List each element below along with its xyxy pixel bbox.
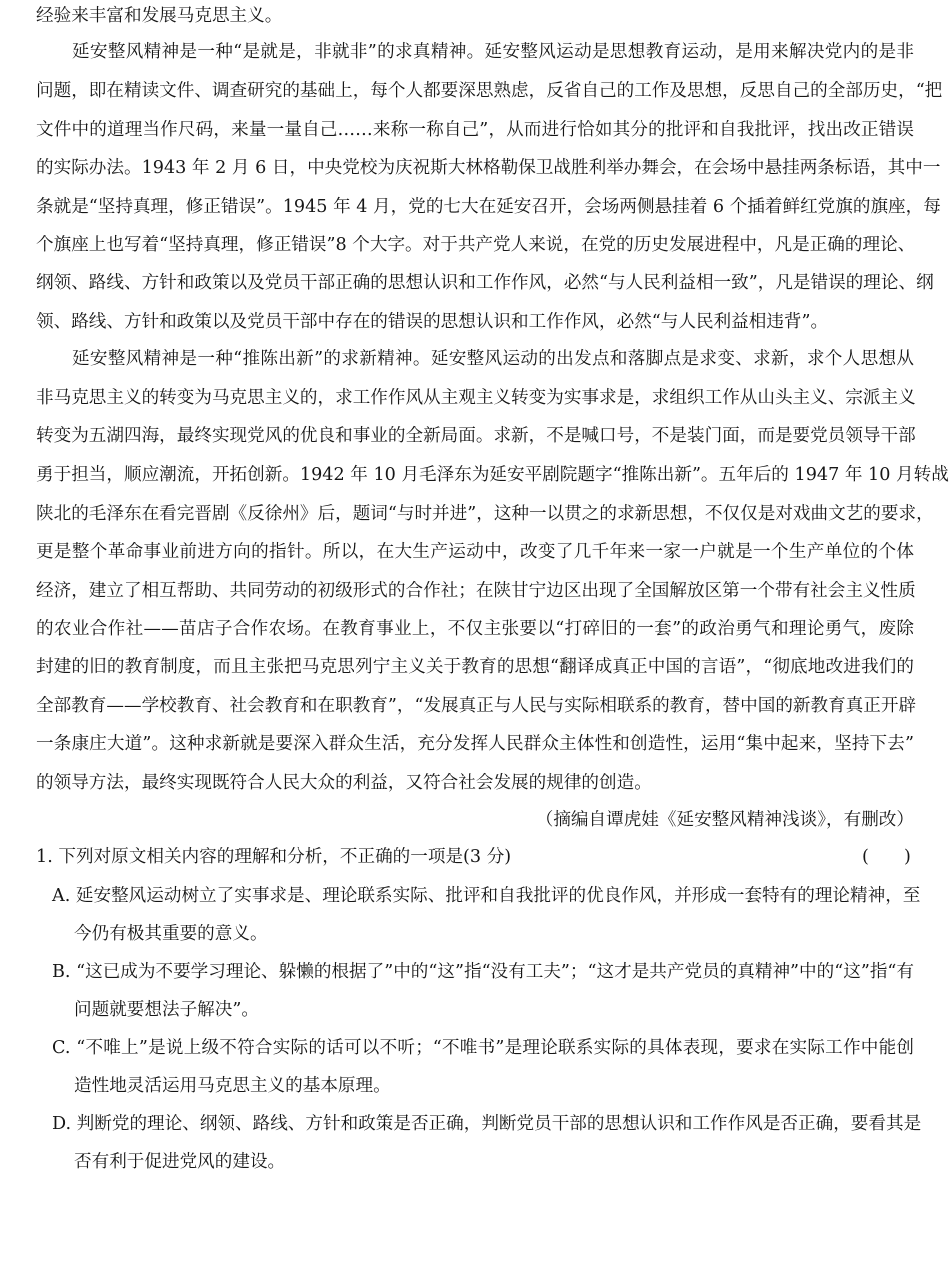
text-line: 个旗座上也写着“坚持真理，修正错误”8 个大字。对于共产党人来说，在党的历史发展进程中，凡是正确的理论、 xyxy=(36,235,916,255)
text-line: 条就是“坚持真理，修正错误”。1945 年 4 月，党的七大在延安召开，会场两侧悬挂着 6 个插着鲜红党旗的旗座，每 xyxy=(36,197,941,217)
text-line: 经验来丰富和发展马克思主义。 xyxy=(36,6,283,26)
option-text: A. 延安整风运动树立了实事求是、理论联系实际、批评和自我批评的优良作风，并形成一套特有的理论精神，至 xyxy=(52,886,921,906)
text-line: 勇于担当，顺应潮流，开拓创新。1942 年 10 月毛泽东为延安平剧院题字“推陈出新”。五年后的 1947 年 10 月转战 xyxy=(36,465,949,485)
option-text: C. “不唯上”是说上级不符合实际的话可以不听；“不唯书”是理论联系实际的具体表现，要求在实际工作中能创 xyxy=(52,1038,914,1058)
question-1-answer-bracket[interactable]: ( ) xyxy=(862,847,911,867)
text-line: 纲领、路线、方针和政策以及党员干部正确的思想认识和工作作风，必然“与人民利益相一致”，凡是错误的理论、纲 xyxy=(36,273,934,293)
text-line: 陕北的毛泽东在看完晋剧《反徐州》后，题词“与时并进”，这种一以贯之的求新思想，不仅仅是对戏曲文艺的要求， xyxy=(36,504,934,524)
option-text: 否有利于促进党风的建设。 xyxy=(74,1152,286,1172)
text-line: 经济，建立了相互帮助、共同劳动的初级形式的合作社；在陕甘宁边区出现了全国解放区第一个带有社会主义性质 xyxy=(36,581,916,601)
text-line: 的农业合作社——苗店子合作农场。在教育事业上，不仅主张要以“打碎旧的一套”的政治勇气和理论勇气，废除 xyxy=(36,619,914,639)
option-text: 问题就要想法子解决”。 xyxy=(74,1000,259,1020)
text-line: 问题，即在精读文件、调查研究的基础上，每个人都要深思熟虑，反省自己的工作及思想，反思自己的全部历史，“把 xyxy=(36,81,943,101)
text-line: 延安整风精神是一种“是就是，非就非”的求真精神。延安整风运动是思想教育运动，是用来解决党内的是非 xyxy=(72,42,914,62)
text-line: 更是整个革命事业前进方向的指针。所以，在大生产运动中，改变了几千年来一家一户就是一个生产单位的个体 xyxy=(36,542,914,562)
question-1-stem: 1. 下列对原文相关内容的理解和分析，不正确的一项是(3 分) xyxy=(36,847,512,867)
text-line: 的领导方法，最终实现既符合人民大众的利益，又符合社会发展的规律的创造。 xyxy=(36,773,652,793)
option-text: 造性地灵活运用马克思主义的基本原理。 xyxy=(74,1076,391,1096)
source-citation: （摘编自谭虎娃《延安整风精神浅谈》，有删改） xyxy=(535,810,914,830)
text-line: 一条康庄大道”。这种求新就是要深入群众生活，充分发挥人民群众主体性和创造性，运用“集中起来，坚持下去” xyxy=(36,734,914,754)
option-text: B. “这已成为不要学习理论、躲懒的根据了”中的“这”指“没有工夫”；“这才是共产党员的真精神”中的“这”指“有 xyxy=(52,962,914,982)
text-line: 文件中的道理当作尺码，来量一量自己……来称一称自己”，从而进行恰如其分的批评和自我批评，找出改正错误 xyxy=(36,120,914,140)
option-text: D. 判断党的理论、纲领、路线、方针和政策是否正确，判断党员干部的思想认识和工作作风是否正确，要看其是 xyxy=(52,1114,922,1134)
text-line: 的实际办法。1943 年 2 月 6 日，中央党校为庆祝斯大林格勒保卫战胜利举办舞会，在会场中悬挂两条标语，其中一 xyxy=(36,158,941,178)
text-line: 非马克思主义的转变为马克思主义的，求工作作风从主观主义转变为实事求是，求组织工作从山头主义、宗派主义 xyxy=(36,388,916,408)
text-line: 转变为五湖四海，最终实现党风的优良和事业的全新局面。求新，不是喊口号，不是装门面，而是要党员领导干部 xyxy=(36,426,916,446)
text-line: 封建的旧的教育制度，而且主张把马克思列宁主义关于教育的思想“翻译成真正中国的言语”，“彻底地改进我们的 xyxy=(36,657,914,677)
option-text: 今仍有极其重要的意义。 xyxy=(74,924,268,944)
text-line: 延安整风精神是一种“推陈出新”的求新精神。延安整风运动的出发点和落脚点是求变、求新，求个人思想从 xyxy=(72,349,914,369)
text-line: 全部教育——学校教育、社会教育和在职教育”，“发展真正与人民与实际相联系的教育，替中国的新教育真正开辟 xyxy=(36,696,917,716)
text-line: 领、路线、方针和政策以及党员干部中存在的错误的思想认识和工作作风，必然“与人民利益相违背”。 xyxy=(36,312,829,332)
